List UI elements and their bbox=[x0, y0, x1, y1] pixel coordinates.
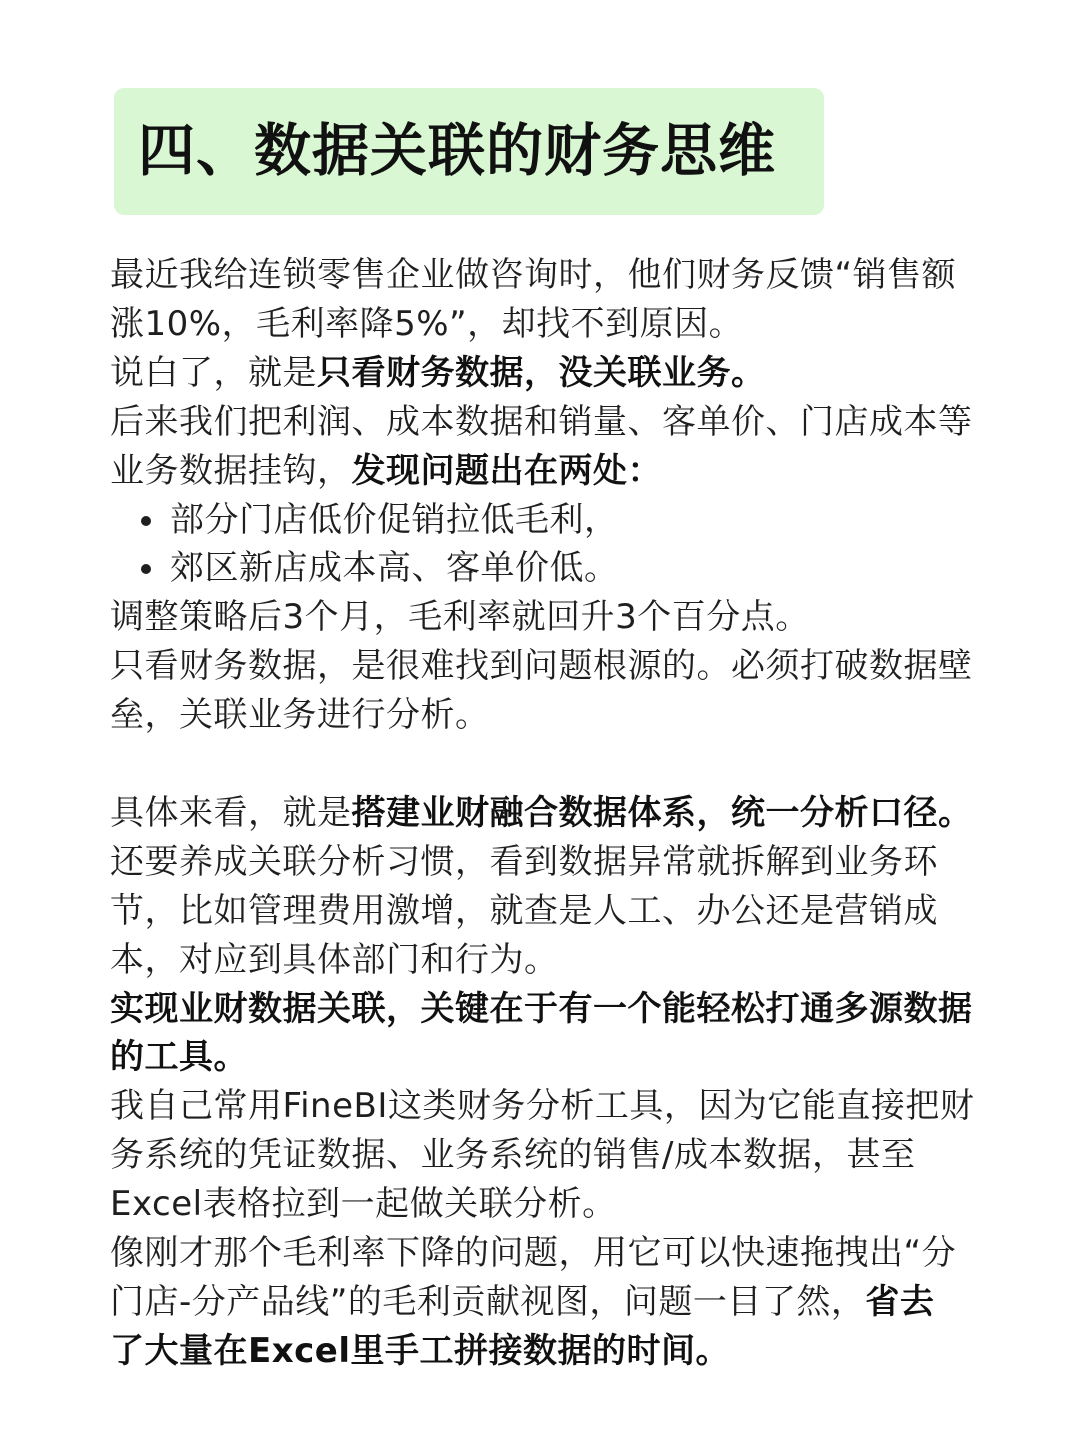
paragraph-approach bbox=[110, 789, 994, 838]
paragraph-conclusion-line-1: 只看财务数据，是很难找到问题根源的。必须打破数据壁 bbox=[110, 646, 973, 687]
findings-list bbox=[110, 496, 994, 594]
list-item bbox=[110, 496, 994, 545]
paragraph-intro-line-2: 涨10%，毛利率降5%”，却找不到原因。 bbox=[110, 303, 744, 344]
paragraph-approach-emphasis: 搭建业财融合数据体系，统一分析口径。 bbox=[351, 792, 973, 833]
bullet-dot-icon bbox=[141, 516, 151, 526]
paragraph-tool-line-3: Excel表格拉到一起做关联分析。 bbox=[110, 1184, 617, 1225]
paragraph-habit bbox=[110, 838, 994, 985]
paragraph-result: 调整策略后3个月，毛利率就回升3个百分点。 bbox=[110, 597, 810, 638]
paragraph-habit-line-1: 还要养成关联分析习惯，看到数据异常就拆解到业务环 bbox=[110, 841, 938, 882]
paragraph-summary-text: 说白了，就是 bbox=[110, 352, 317, 393]
paragraph-analysis-line-2: 业务数据挂钩， bbox=[110, 450, 352, 491]
paragraph-tool-line-2: 务系统的凭证数据、业务系统的销售/成本数据，甚至 bbox=[110, 1135, 916, 1176]
paragraph-approach-text: 具体来看，就是 bbox=[110, 792, 352, 833]
list-item-text: 郊区新店成本高、客单价低。 bbox=[170, 548, 619, 589]
paragraph-habit-line-2: 节，比如管理费用激增，就查是人工、办公还是营销成 bbox=[110, 890, 938, 931]
paragraph-example-line-2: 门店-分产品线”的毛利贡献视图，问题一目了然， bbox=[110, 1282, 866, 1323]
paragraph-tool-line-1: 我自己常用FineBI这类财务分析工具，因为它能直接把财 bbox=[110, 1086, 975, 1127]
paragraph-tool bbox=[110, 1082, 994, 1229]
list-item-text: 部分门店低价促销拉低毛利， bbox=[170, 499, 619, 540]
list-item bbox=[110, 544, 994, 593]
paragraph-example-emphasis-b: 了大量在Excel里手工拼接数据的时间。 bbox=[110, 1330, 731, 1371]
article-body bbox=[110, 251, 994, 1376]
paragraph-key-point-line-2: 的工具。 bbox=[110, 1037, 248, 1078]
paragraph-conclusion bbox=[110, 642, 994, 740]
paragraph-habit-line-3: 本，对应到具体部门和行为。 bbox=[110, 939, 559, 980]
page-title: 四、数据关联的财务思维 bbox=[138, 118, 776, 184]
paragraph-analysis-line-1: 后来我们把利润、成本数据和销量、客单价、门店成本等 bbox=[110, 401, 973, 442]
paragraph-spacer bbox=[110, 740, 994, 789]
paragraph-summary-emphasis: 只看财务数据，没关联业务。 bbox=[317, 352, 766, 393]
paragraph-conclusion-line-2: 垒，关联业务进行分析。 bbox=[110, 695, 490, 736]
bullet-dot-icon bbox=[141, 564, 151, 574]
paragraph-intro bbox=[110, 251, 994, 349]
title-banner bbox=[114, 88, 824, 215]
paragraph-analysis bbox=[110, 398, 994, 496]
paragraph-summary bbox=[110, 349, 994, 398]
paragraph-key-point bbox=[110, 985, 994, 1083]
paragraph-analysis-emphasis: 发现问题出在两处： bbox=[351, 450, 662, 491]
paragraph-intro-line-1: 最近我给连锁零售企业做咨询时，他们财务反馈“销售额 bbox=[110, 255, 957, 295]
paragraph-example bbox=[110, 1229, 994, 1376]
paragraph-example-emphasis-a: 省去 bbox=[865, 1282, 935, 1323]
paragraph-example-line-1: 像刚才那个毛利率下降的问题，用它可以快速拖拽出“分 bbox=[110, 1233, 957, 1274]
paragraph-key-point-line-1: 实现业财数据关联，关键在于有一个能轻松打通多源数据 bbox=[110, 988, 973, 1029]
